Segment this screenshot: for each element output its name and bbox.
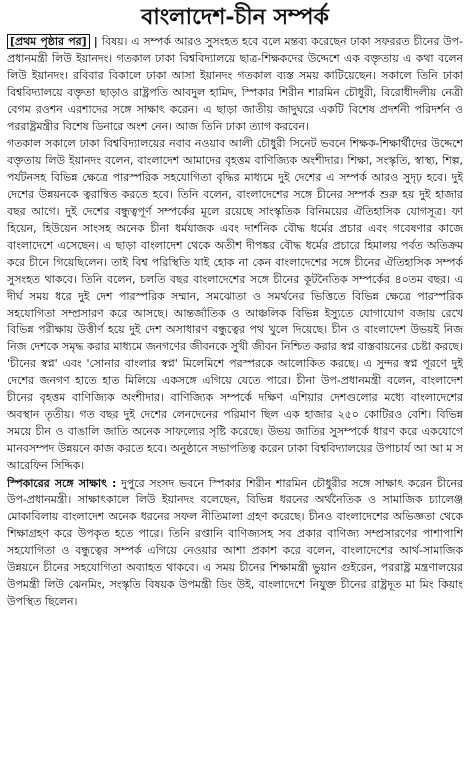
article-headline: বাংলাদেশ-চীন সম্পর্ক xyxy=(141,4,329,30)
article-paragraph-1 xyxy=(7,34,463,135)
continued-from-front-page-tag: [প্রথম পৃষ্ঠার পর] xyxy=(7,34,90,49)
article-paragraph-2 xyxy=(7,136,463,474)
subheading-speaker-meeting: স্পিকারের সঙ্গে সাক্ষাৎ : xyxy=(7,476,117,490)
news-clipping xyxy=(7,0,463,765)
tag-separator: | xyxy=(89,35,102,48)
paragraph-2-text: গতকাল সকালে ঢাকা বিশ্ববিদ্যালয়ের নবাব নওয়াব আলী চৌধুরী সিনেট ভবনে শিক্ষক-শিক্ষার্থীদের উদ্দেশে বক্তৃতায় লিউ ইয়ানদং বলেন, বাংলাদেশ আমাদের বৃহত্তম বাণিজ্যিক অংশীদার। শিক্ষা, সংস্কৃতি, স্বাস্থ্য, শিল্প, পর্যটনসহ বিভিন্ন ক্ষেত্রে পারস্পরিক সহযোগিতা বৃদ্ধির মাধ্যমে দুই দেশের এ সম্পর্ক আরও সুদৃঢ় হবে। দুই দেশের উন্নয়নকে ত্বরান্বিত করতে হবে। তিনি বলেন, বাংলাদেশের সঙ্গে চীনের সম্পর্ক শুরু হয় দুই হাজার বছর আগে। দুই দেশের বন্ধুত্বপূর্ণ সম্পর্কের মূলে রয়েছে সাংস্কৃতিক বিনিময়ের ঐতিহাসিক যোগসূত্র। ফা হিয়েন, হিউয়েন সাংসহ অনেক চীনা ধর্মযাজক এবং দার্শনিক বৌদ্ধ ধর্মের প্রচার এবং গবেষণার কাজে বাংলাদেশে এসেছেন। এ ছাড়া বাংলাদেশ থেকে অতীশ দীপঙ্কর বৌদ্ধ ধর্মের প্রচারে হিমালয় পর্বত অতিক্রম করে চীনে গিয়েছিলেন। তাই বিশ্ব পরিস্থিতি যাই হোক না কেন বাংলাদেশের সঙ্গে চীনের ঐতিহাসিক সম্পর্ক সুসংহত থাকবে। তিনি বলেন, চলতি বছর বাংলাদেশের সঙ্গে চীনের কূটনৈতিক সম্পর্কের ৪০তম বছর। এ দীর্ঘ সময় ধরে দুই দেশ পারস্পরিক সম্মান, সমঝোতা ও সমর্থনের ভিত্তিতে বিভিন্ন ক্ষেত্রে পারস্পরিক সহযোগিতা সম্প্রসারণ করে আসছে। আন্তর্জাতিক ও আঞ্চলিক বিভিন্ন ইস্যুতে যোগাযোগ বজায় রেখে বিভিন্ন পরীক্ষায় উত্তীর্ণ হয়ে দুই দেশ অসাধারণ বন্ধুত্বের পথ খুলে দিয়েছে। চীন ও বাংলাদেশ উভয়ই নিজ নিজ দেশকে সমৃদ্ধ করার মাধ্যমে জনগণের জীবনকে সুখী জীবন নিশ্চিত করার স্বপ্ন বাস্তবায়নের চেষ্টা করছে। 'চীনের স্বপ্ন' এবং 'সোনার বাংলার স্বপ্ন' মিলেমিশে পরস্পরকে আলোকিত করছে। এ সুন্দর স্বপ্ন পূরণে দুই দেশের জনগণ হাতে হাত মিলিয়ে একসঙ্গে এগিয়ে যেতে পারে। চীনা উপ-প্রধানমন্ত্রী বলেন, বাংলাদেশ চীনের বৃহত্তম বাণিজ্যিক অংশীদার। বাণিজ্যিক সম্পর্কে দক্ষিণ এশিয়ার দেশগুলোর মধ্যে বাংলাদেশের অবস্থান তৃতীয়। গত বছর দুই দেশের লেনদেনের পরিমাণ ছিল এক হাজার ২৫০ কোটিরও বেশি। বিভিন্ন সময়ে চীন ও বাঙালি জাতি অনেক সাফল্যের সৃষ্টি করেছে। উভয় জাতির সুসম্পর্কে ধারণ করে একযোগে মানবসম্পদ উন্নয়নে কাজ করতে হবে। অনুষ্ঠানে সভাপতিত্ব করেন ঢাকা বিশ্ববিদ্যালয়ের উপাচার্য আ আ ম স আরেফিন সিদ্দিক। xyxy=(7,137,463,472)
paragraph-1-text: বিষয়। এ সম্পর্ক আরও সুসংহত হবে বলে মন্তব্য করেছেন ঢাকা সফররত চীনের উপ-প্রধানমন্ত্রী লিউ ইয়ানদং। গতকাল ঢাকা বিশ্ববিদ্যালয়ে ছাত্র-শিক্ষকদের উদ্দেশে এক বক্তৃতায় এ কথা বলেন লিউ ইয়ানদং। রবিবার বিকালে ঢাকা আসা ইয়ানদং গতকাল ব্যস্ত সময় কাটিয়েছেন। সকালে তিনি ঢাকা বিশ্ববিদ্যালয়ে বক্তৃতা ছাড়াও রাষ্ট্রপতি আবদুল হামিদ, স্পিকার শিরীন শারমিন চৌধুরী, বিরোধীদলীয় নেত্রী বেগম রওশন এরশাদের সঙ্গে সাক্ষাৎ করেন। এ ছাড়া জাতীয় জাদুঘরে একটি বিশেষ প্রদর্শনী পরিদর্শন ও পররাষ্ট্রমন্ত্রীর বিশেষ ডিনারে অংশ নেন। আজ তিনি ঢাকা ত্যাগ করবেন। xyxy=(7,35,463,133)
article-paragraph-3 xyxy=(7,476,463,611)
paragraph-3-text: দুপুরে সংসদ ভবনে স্পিকার শিরীন শারমিন চৌধুরীর সঙ্গে সাক্ষাৎ করেন চীনের উপ-প্রধানমন্ত্রী। সাক্ষাৎকালে লিউ ইয়ানদং বলেছেন, বিভিন্ন ধরনের অর্থনৈতিক ও সামাজিক চ্যালেঞ্জ মোকাবিলায় বাংলাদেশ অনেক ধরনের সফল নীতিমালা গ্রহণ করেছে। চীনও বাংলাদেশের অভিজ্ঞতা থেকে শিক্ষাগ্রহণ করে উপকৃত হতে পারে। তিনি রপ্তানি বাণিজ্যসহ সব প্রকার বাণিজ্য সম্প্রসারণের পাশাপাশি সহযোগিতা ও বন্ধুত্বের সম্পর্ক এগিয়ে নেওয়ার আশা প্রকাশ করে বলেন, বাংলাদেশের আর্থ-সামাজিক উন্নয়নে চীনের সহযোগিতা অব্যাহত থাকবে। এ সময় চীনের শিক্ষামন্ত্রী ভুয়ান গুইরেন, পররাষ্ট্র মন্ত্রণালয়ের উপমন্ত্রী লিউ ঝেনমিং, সংস্কৃতি বিষয়ক উপমন্ত্রী ডিং উই, বাংলাদেশে নিযুক্ত চীনের রাষ্ট্রদূত মা মিং কিয়াং উপস্থিত ছিলেন। xyxy=(7,476,463,608)
